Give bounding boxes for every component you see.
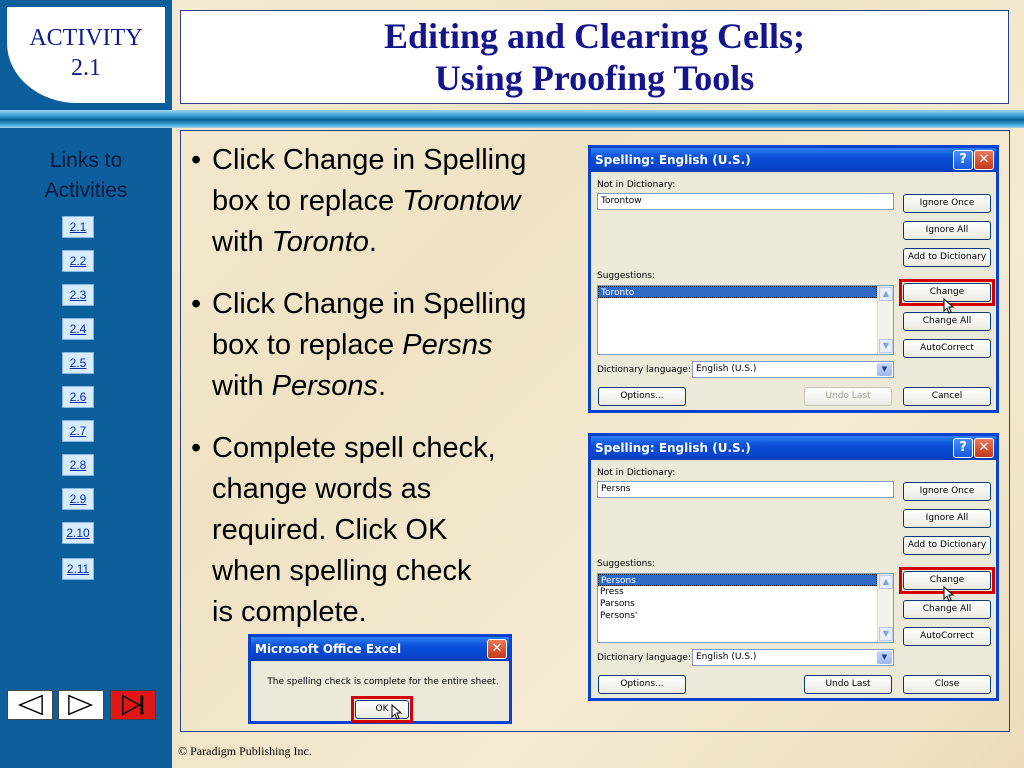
msgbox-close-button[interactable] xyxy=(487,639,507,659)
autocorrect-button[interactable]: AutoCorrect xyxy=(903,627,991,646)
spelling-dialog-torontow xyxy=(588,145,999,413)
bullet-1-line3: with Toronto. xyxy=(212,226,377,258)
bullet-2-line1: Click Change in Spelling xyxy=(212,288,527,320)
suggestion-item-selected[interactable]: Persons xyxy=(598,574,877,586)
mouse-cursor-icon xyxy=(943,298,955,314)
suggestion-item[interactable]: Parsons xyxy=(600,599,635,609)
undo-last-button: Undo Last xyxy=(804,387,892,406)
scroll-up-icon[interactable]: ▲ xyxy=(879,287,893,301)
autocorrect-button[interactable]: AutoCorrect xyxy=(903,339,991,358)
dictionary-language-select[interactable] xyxy=(692,361,894,378)
change-all-button[interactable]: Change All xyxy=(903,312,991,331)
ignore-all-button[interactable]: Ignore All xyxy=(903,221,991,240)
ignore-all-button[interactable]: Ignore All xyxy=(903,509,991,528)
suggestion-item[interactable]: Persons' xyxy=(600,611,638,621)
add-to-dictionary-button[interactable]: Add to Dictionary xyxy=(903,536,991,555)
spelling-dialog-persns xyxy=(588,433,999,701)
suggestions-list[interactable] xyxy=(597,573,894,643)
bullet-3 xyxy=(191,428,591,633)
bullet-dot: • xyxy=(191,144,202,176)
activity-label: ACTIVITY xyxy=(29,25,143,51)
bullet-dot: • xyxy=(191,288,202,320)
page-title xyxy=(180,10,1009,104)
change-button[interactable]: Change xyxy=(903,283,991,302)
help-button[interactable] xyxy=(953,150,973,170)
previous-slide-button[interactable] xyxy=(7,690,53,720)
link-activity-2-9[interactable]: 2.9 xyxy=(62,488,94,510)
excel-message-box xyxy=(248,634,512,724)
msgbox-titlebar xyxy=(251,637,509,661)
options-button[interactable]: Options... xyxy=(598,675,686,694)
bullet-1-line1: Click Change in Spelling xyxy=(212,144,527,176)
copyright-footer: © Paradigm Publishing Inc. xyxy=(178,744,312,758)
links-title-line2: Activities xyxy=(44,179,128,202)
link-activity-2-7[interactable]: 2.7 xyxy=(62,420,94,442)
close-icon: ✕ xyxy=(978,152,990,167)
link-activity-2-4[interactable]: 2.4 xyxy=(62,318,94,340)
close-dialog-button[interactable]: Close xyxy=(903,675,991,694)
suggestion-item[interactable]: Press xyxy=(600,587,624,597)
chevron-down-icon[interactable]: ▼ xyxy=(877,363,892,376)
links-title xyxy=(0,146,172,206)
page-title-line2: Using Proofing Tools xyxy=(434,58,755,98)
msgbox-message: The spelling check is complete for the entire sheet. xyxy=(267,677,499,687)
header-band xyxy=(172,110,1024,128)
page-title-line1: Editing and Clearing Cells; xyxy=(383,16,806,56)
bullet-3-line1: Complete spell check, xyxy=(212,432,496,464)
suggestions-label: Suggestions: xyxy=(597,271,656,281)
close-icon: ✕ xyxy=(491,641,503,656)
scroll-up-icon[interactable]: ▲ xyxy=(879,575,893,589)
links-title-line1: Links to xyxy=(49,149,123,172)
ignore-once-button[interactable]: Ignore Once xyxy=(903,194,991,213)
dictionary-language-value: English (U.S.) xyxy=(696,652,757,662)
dictionary-language-label: Dictionary language: xyxy=(597,365,691,375)
activity-badge xyxy=(7,7,165,103)
link-activity-2-6[interactable]: 2.6 xyxy=(62,386,94,408)
dictionary-language-select[interactable] xyxy=(692,649,894,666)
options-button[interactable]: Options... xyxy=(598,387,686,406)
next-arrow-icon xyxy=(59,691,103,719)
bullet-2-line2: box to replace Persns xyxy=(212,329,493,361)
cancel-button[interactable]: Cancel xyxy=(903,387,991,406)
link-activity-2-1[interactable]: 2.1 xyxy=(62,216,94,238)
not-in-dictionary-field[interactable]: Torontow xyxy=(597,193,894,210)
bullet-2 xyxy=(191,284,591,407)
help-icon: ? xyxy=(959,440,967,455)
link-activity-2-11[interactable]: 2.11 xyxy=(62,558,94,580)
bullet-dot: • xyxy=(191,432,202,464)
link-activity-2-3[interactable]: 2.3 xyxy=(62,284,94,306)
bullet-3-line2: change words as xyxy=(212,473,432,505)
change-all-button[interactable]: Change All xyxy=(903,600,991,619)
close-button[interactable] xyxy=(974,438,994,458)
ok-button[interactable]: OK xyxy=(355,700,409,719)
activity-number: 2.1 xyxy=(71,55,101,81)
undo-last-button[interactable]: Undo Last xyxy=(804,675,892,694)
dialog-titlebar xyxy=(591,436,996,460)
bullet-3-line5: is complete. xyxy=(212,596,367,628)
suggestions-scrollbar[interactable] xyxy=(877,286,893,354)
bullet-2-line3: with Persons. xyxy=(212,370,387,402)
mouse-cursor-icon xyxy=(943,586,955,602)
sidebar-band xyxy=(0,110,172,128)
link-activity-2-2[interactable]: 2.2 xyxy=(62,250,94,272)
dialog-titlebar xyxy=(591,148,996,172)
link-activity-2-10[interactable]: 2.10 xyxy=(62,522,94,544)
next-slide-button[interactable] xyxy=(58,690,104,720)
end-show-icon xyxy=(111,691,155,719)
suggestions-scrollbar[interactable] xyxy=(877,574,893,642)
add-to-dictionary-button[interactable]: Add to Dictionary xyxy=(903,248,991,267)
ignore-once-button[interactable]: Ignore Once xyxy=(903,482,991,501)
not-in-dictionary-label: Not in Dictionary: xyxy=(597,180,676,190)
mouse-cursor-icon xyxy=(391,704,403,720)
bullet-3-line4: when spelling check xyxy=(212,555,472,587)
close-button[interactable] xyxy=(974,150,994,170)
scroll-down-icon[interactable]: ▼ xyxy=(879,339,893,353)
bullet-1-line2: box to replace Torontow xyxy=(212,185,521,217)
dialog-title: Spelling: English (U.S.) xyxy=(595,153,751,167)
change-button[interactable]: Change xyxy=(903,571,991,590)
link-activity-2-8[interactable]: 2.8 xyxy=(62,454,94,476)
link-activity-2-5[interactable]: 2.5 xyxy=(62,352,94,374)
bullet-3-line3: required. Click OK xyxy=(212,514,448,546)
end-show-button[interactable] xyxy=(110,690,156,720)
not-in-dictionary-field[interactable]: Persns xyxy=(597,481,894,498)
not-in-dictionary-label: Not in Dictionary: xyxy=(597,468,676,478)
msgbox-title: Microsoft Office Excel xyxy=(255,642,402,656)
suggestion-item-selected[interactable]: Toronto xyxy=(598,286,877,298)
previous-arrow-icon xyxy=(8,691,52,719)
help-icon: ? xyxy=(959,152,967,167)
chevron-down-icon[interactable]: ▼ xyxy=(877,651,892,664)
suggestions-list[interactable] xyxy=(597,285,894,355)
dictionary-language-label: Dictionary language: xyxy=(597,653,691,663)
dictionary-language-value: English (U.S.) xyxy=(696,364,757,374)
scroll-down-icon[interactable]: ▼ xyxy=(879,627,893,641)
help-button[interactable] xyxy=(953,438,973,458)
suggestions-label: Suggestions: xyxy=(597,559,656,569)
dialog-title: Spelling: English (U.S.) xyxy=(595,441,751,455)
close-icon: ✕ xyxy=(978,440,990,455)
bullet-1 xyxy=(191,140,591,263)
